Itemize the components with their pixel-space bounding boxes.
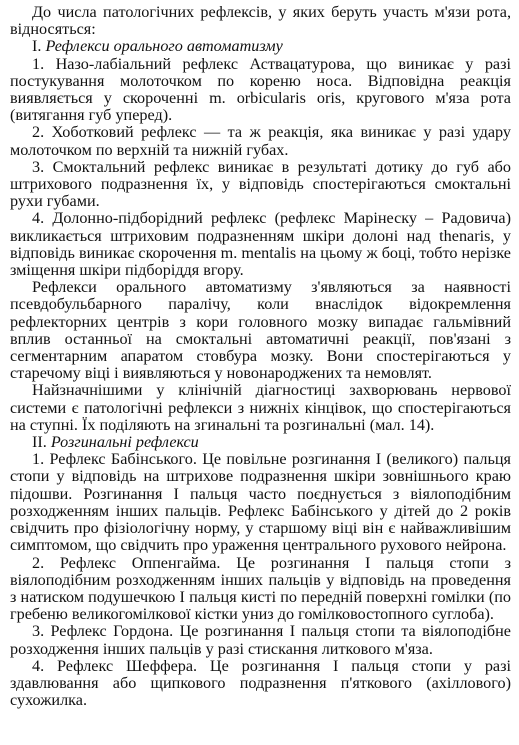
paragraph-oppenheim-reflex: 2. Рефлекс Оппенгайма. Це розгинання І пальця стопи з віялоподібним розходженням інших пальців у відповідь на проведення з натиском подушечкою І пальця кисті по передній поверхні гомілки (по гребеню великогомілкової кістки униз до гомілковостопного суглоба).: [10, 553, 511, 624]
paragraph-schaeffer-reflex: 4. Рефлекс Шеффера. Це розгинання І пальця стопи у разі здавлювання або щипкового подразнення п'яткового (ахіллового) сухожилка.: [10, 656, 511, 710]
section-heading-extensor-reflexes: [10, 434, 511, 451]
paragraph-oral-automatism-origin: Рефлекси орального автоматизму з'являються за наявності псевдобульбарного паралічу, коли внаслідок відокремлення рефлекторних центрів з кори головного мозку випадає гальмівний вплив останньої на смоктальні автоматичні реакції, пов'язані з сегментарним апаратом стовбура мозку. Вони спостерігаються у старечому віці і виявляються у новонароджених та немовлят.: [10, 278, 511, 383]
paragraph-astvatsaturov-reflex: 1. Назо-лабіальний рефлекс Аствацатурова, що виникає у разі постукування молоточком по кореню носа. Відповідна реакція виявляється у скороченні m. orbicularis oris, кругового м'яза рота (витягання губ уперед).: [10, 54, 511, 125]
intro-paragraph: До числа патологічних рефлексів, у яких беруть участь м'язи рота, відносяться:: [10, 3, 511, 39]
section-number: I.: [32, 37, 42, 56]
section-number: II.: [32, 433, 47, 452]
paragraph-proboscis-reflex: 2. Хоботковий рефлекс — та ж реакція, яка виникає у разі удару молоточком по верхній та нижній губах.: [10, 123, 511, 159]
paragraph-sucking-reflex: 3. Смоктальний рефлекс виникає в результаті дотику до губ або штрихового подразнення їх, у відповідь спостерігаються смоктальні рухи губами.: [10, 157, 511, 211]
paragraph-lower-limb-reflexes: Найзначнішими у клінічній діагностиці захворювань нервової системи є патологічні рефлекси з нижніх кінцівок, що спостерігаються на ступні. Їх поділяють на згинальні та розгинальні (мал. 14).: [10, 381, 511, 434]
document-page: [10, 4, 511, 709]
paragraph-babinski-reflex: 1. Рефлекс Бабінського. Це повільне розгинання І (великого) пальця стопи у відповідь на штрихове подразнення шкіри зовнішнього краю підошви. Розгинання І пальця часто поєднується з віялоподібним розходженням інших пальців. Рефлекс Бабінського у дітей до 2 років свідчить про фізіологічну норму, у старшому віці він є найважливішим симптомом, що свідчить про ураження центрального рухового нейрона.: [10, 450, 511, 555]
paragraph-palmomental-reflex: 4. Долонно-підборідний рефлекс (рефлекс Марінеску – Радовича) викликається штриховим подразненням шкіри долоні над thenaris, у відповідь виникає скорочення m. mentalis на цьому ж боці, тобто нерізке зміщення шкіри підборіддя вгору.: [10, 209, 511, 280]
section-heading-oral-automatism: [10, 38, 511, 55]
section-title: Розгинальні рефлекси: [50, 433, 199, 452]
paragraph-gordon-reflex: 3. Рефлекс Гордона. Це розгинання І пальця стопи та віялоподібне розходження інших пальців у разі стискання литкового м'яза.: [10, 622, 511, 658]
section-title: Рефлекси орального автоматизму: [45, 37, 283, 56]
